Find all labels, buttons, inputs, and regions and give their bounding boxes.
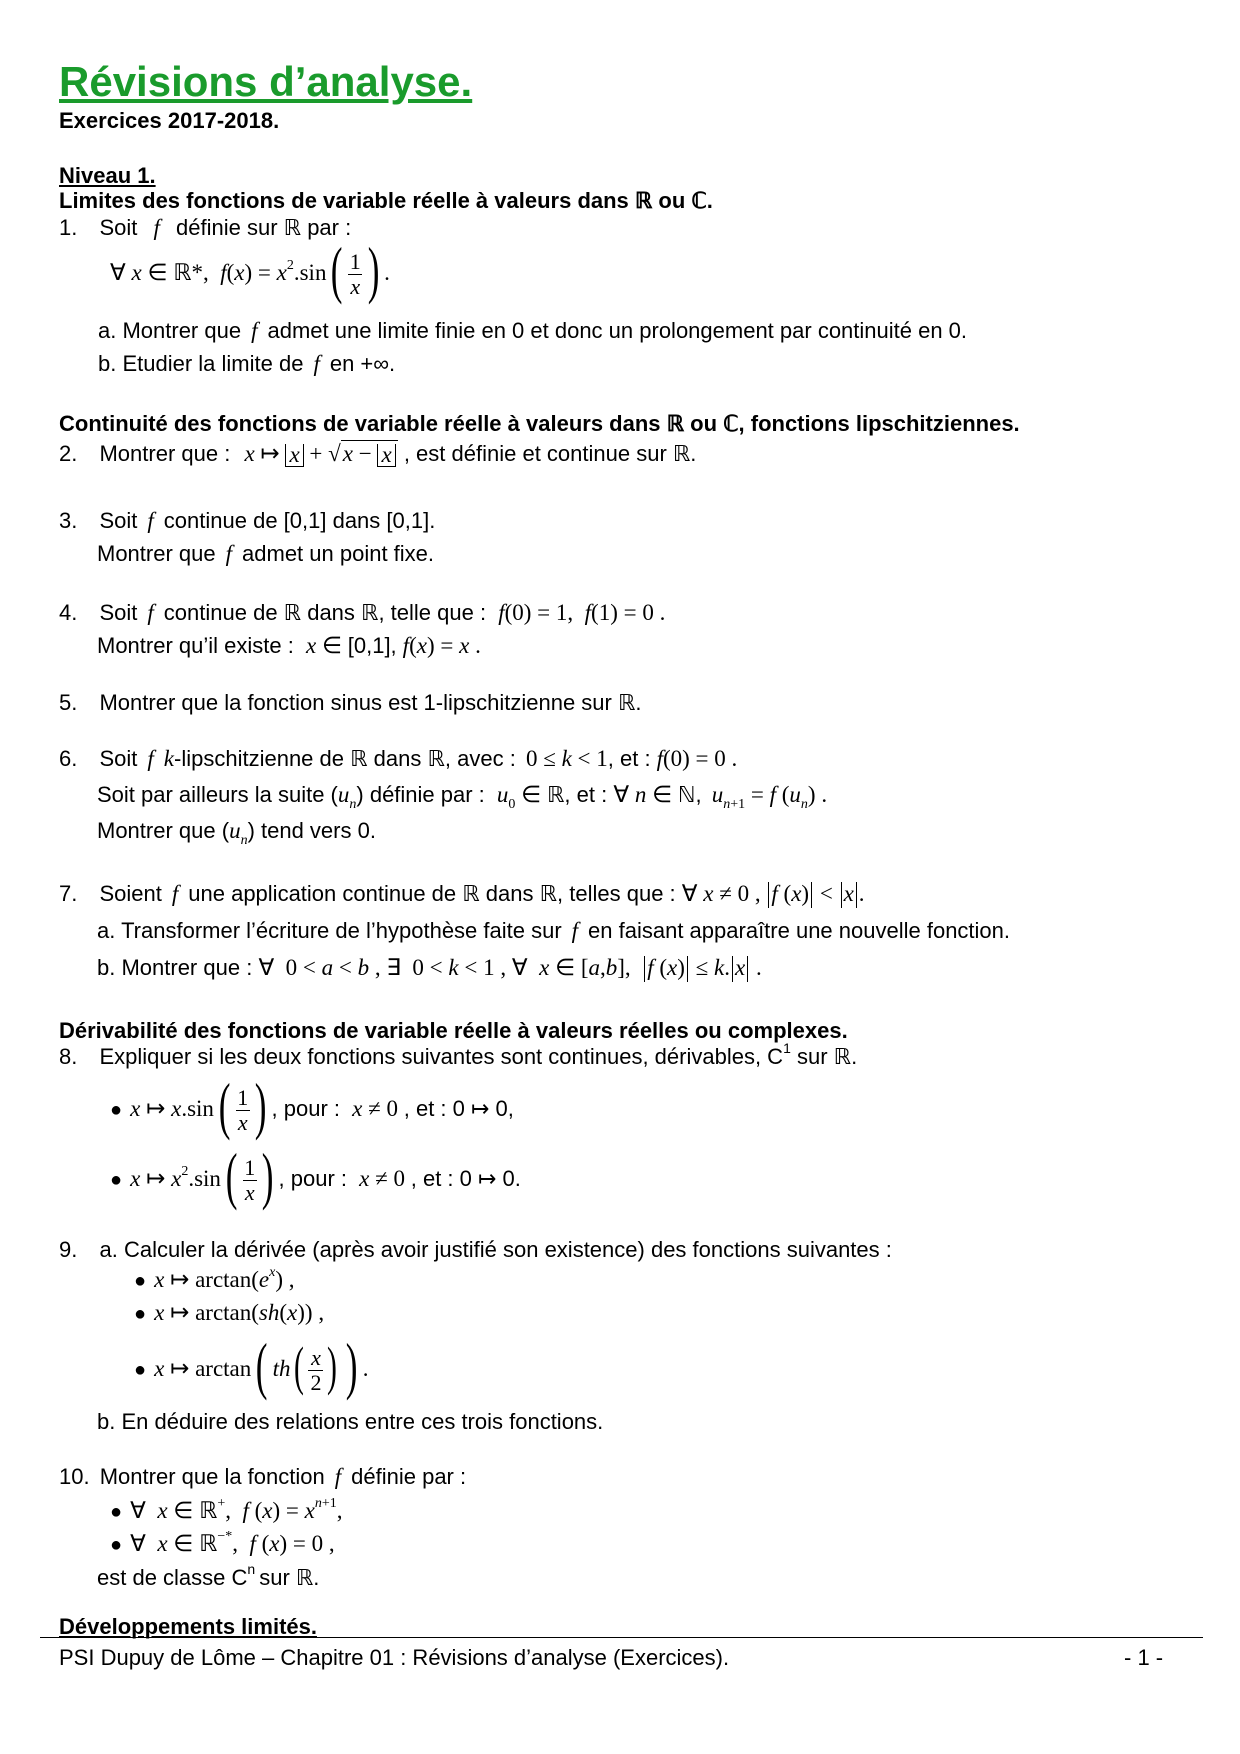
- section-continuite: Continuité des fonctions de variable réelle à valeurs dans ℝ ou ℂ, fonctions lipschitziennes.: [59, 411, 1020, 436]
- ex10-case-1: ● ∀ x ∈ ℝ+, f $(x) = x^{n+1}$,: [110, 1496, 343, 1523]
- exercise-3: 3. Soit f continue de [0,1] dans [0,1].: [59, 508, 436, 533]
- section-dl: Développements limités.: [59, 1614, 317, 1639]
- section-derivabilite: Dérivabilité des fonctions de variable réelle à valeurs réelles ou complexes.: [59, 1018, 848, 1043]
- exercise-6: 6. Soit f k-lipschitzienne de ℝ dans ℝ, avec : 0 ≤ k < 1, et : f(0) = 0 .: [59, 746, 738, 771]
- exercise-9: 9. a. Calculer la dérivée (après avoir justifié son existence) des fonctions suivantes :: [59, 1237, 892, 1262]
- exercise-7: 7. Soient f une application continue de ℝ dans ℝ, telles que : ∀ x ≠ 0 , f (x) < x .: [59, 881, 865, 908]
- ex1-number: 1.: [59, 215, 78, 240]
- ex8-function-2: ● x ↦ $x^2.\sin$( $\frac{1}{x}$ ) , pour : x ≠ 0 , et : 0 ↦ 0.: [110, 1140, 521, 1211]
- exercise-4: 4. Soit f continue de ℝ dans ℝ, telle que : f(0) = 1, f(1) = 0 .: [59, 600, 666, 625]
- ex3-line2: Montrer que f admet un point fixe.: [97, 541, 435, 566]
- ex9-function-3: ● x ↦ arctan( th( $\frac{x}{2}$ ) ) .: [134, 1330, 369, 1401]
- ex8-function-1: ● x ↦ x.sin( $\frac{1}{x}$ ) , pour : x ≠ 0 , et : 0 ↦ 0,: [110, 1070, 514, 1141]
- ex9-function-2: ● x ↦ arctan(sh(x)) ,: [134, 1300, 325, 1325]
- page-title: Révisions d’analyse.: [59, 58, 473, 105]
- ex1-part-b: b. Etudier la limite de f en +∞.: [98, 351, 396, 376]
- ex1-part-a: a. Montrer que f admet une limite finie en 0 et donc un prolongement par continuité en 0.: [98, 318, 968, 343]
- ex4-line2: Montrer qu’il existe : x ∈ [0,1], f(x) = x .: [97, 633, 481, 658]
- footer-rule: [40, 1637, 1203, 1638]
- ex9-function-1: ● x ↦ $\arctan(e^x)$ ,: [134, 1265, 295, 1292]
- niveau-heading: Niveau 1.: [59, 163, 156, 188]
- footer-left: PSI Dupuy de Lôme – Chapitre 01 : Révisions d’analyse (Exercices).: [59, 1645, 730, 1670]
- exercise-5: 5. Montrer que la fonction sinus est 1-lipschitzienne sur ℝ.: [59, 690, 642, 715]
- section-limites: Limites des fonctions de variable réelle à valeurs dans ℝ ou ℂ.: [59, 188, 713, 213]
- exercise-10: 10. Montrer que la fonction f définie par :: [59, 1464, 467, 1489]
- exercise-1: 1. Soit f définie sur ℝ par :: [59, 215, 352, 240]
- ex10-conclusion: est de classe $C^n$ sur ℝ.: [97, 1561, 320, 1590]
- exercise-2: 2. Montrer que : x ↦ x + √x − x , est définie et continue sur ℝ.: [59, 441, 697, 467]
- ex6-line2: Soit par ailleurs la suite $(u_n)$ définie par : $u_0$ ∈ ℝ, et : ∀ n ∈ ℕ, $u_{n+1} = f$ $(u_n)$ .: [97, 782, 828, 812]
- exercise-8: 8. Expliquer si les deux fonctions suivantes sont continues, dérivables, $C^1$ sur ℝ.: [59, 1040, 858, 1069]
- subtitle: Exercices 2017-2018.: [59, 108, 280, 133]
- ex10-case-2: ● ∀ x ∈ ℝ−*, f (x) = 0 ,: [110, 1529, 335, 1556]
- page-number: - 1 -: [1124, 1645, 1164, 1670]
- ex1-formula: ∀ x ∈ ℝ*, $f(x) = x^2.\sin$( $\frac{1}{x}$ ) .: [110, 234, 390, 305]
- ex9-part-b: b. En déduire des relations entre ces trois fonctions.: [97, 1409, 604, 1434]
- ex7-part-a: a. Transformer l’écriture de l’hypothèse faite sur f en faisant apparaître une nouvelle fonction.: [97, 918, 1011, 943]
- ex6-line3: Montrer que $(u_n)$ tend vers 0.: [97, 818, 376, 848]
- ex7-part-b: b. Montrer que : ∀ 0 < a < b , ∃ 0 < k < 1 , ∀ x ∈ [a,b], f (x) ≤ k. x .: [97, 955, 762, 982]
